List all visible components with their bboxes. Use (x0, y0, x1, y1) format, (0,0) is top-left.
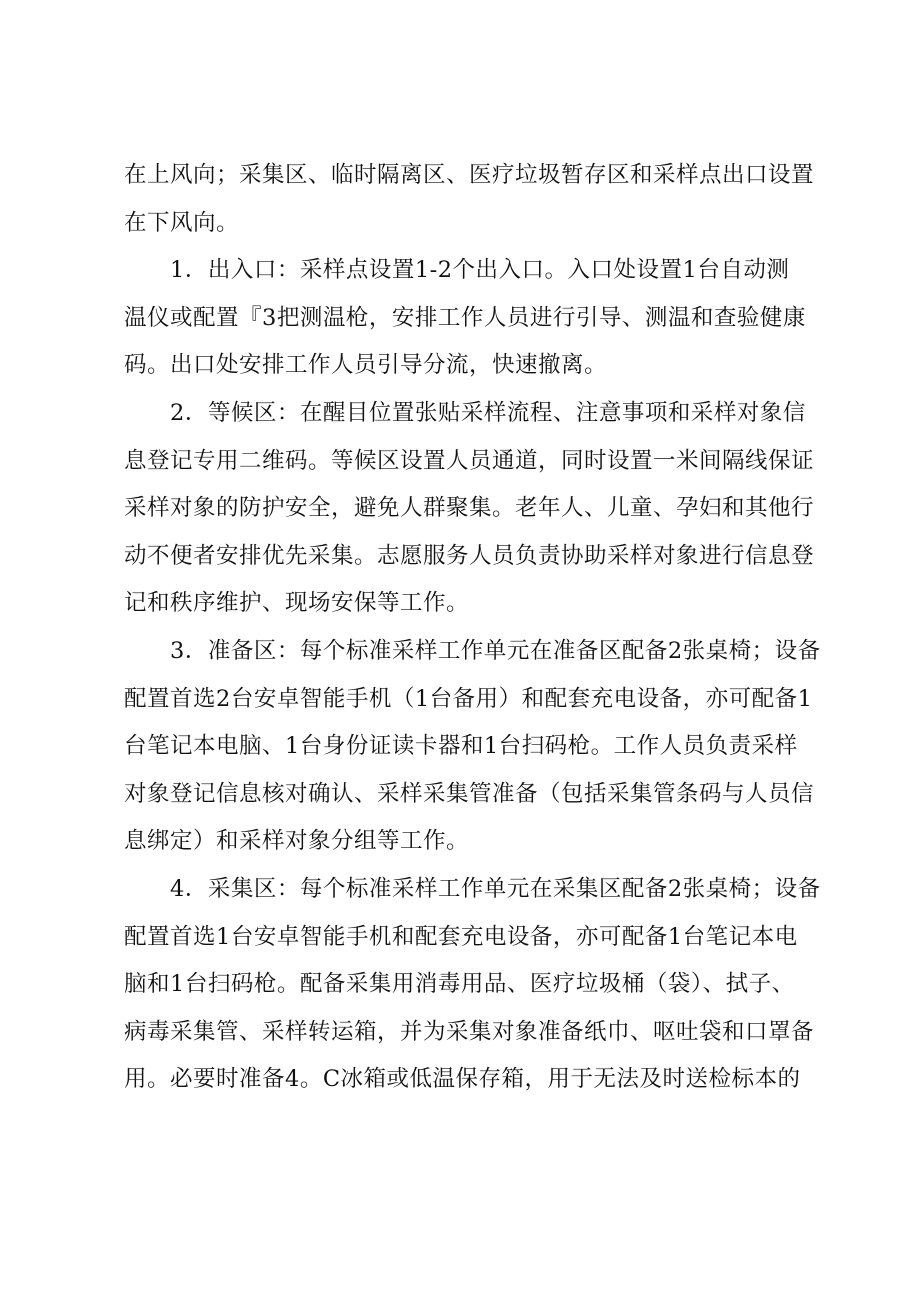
body-text (124, 152, 821, 1104)
text-line: 码。出口处安排工作人员引导分流，快速撤离。 (124, 352, 608, 379)
text-line: 脑和1台扫码枪。配备采集用消毒用品、医疗垃圾桶（袋）、拭子、 (124, 971, 795, 998)
text-line: 温仪或配置『3把测温枪，安排工作人员进行引导、测温和查验健康 (124, 304, 806, 331)
paragraph-start-line: 1．出入口：采样点设置1-2个出入口。入口处设置1台自动测 (170, 257, 790, 284)
text-line: 记和秩序维护、现场安保等工作。 (124, 590, 470, 617)
text-line: 配置首选1台安卓智能手机和配套充电设备，亦可配备1台笔记本电 (124, 923, 798, 950)
text-line: 在上风向；采集区、临时隔离区、医疗垃圾暂存区和采样点出口设置 (124, 162, 815, 188)
text-line: 用。必要时准备4。C冰箱或低温保存箱，用于无法及时送检标本的 (124, 1066, 801, 1093)
text-line: 动不便者安排优先采集。志愿服务人员负责协助采样对象进行信息登 (124, 542, 815, 569)
text-line: 对象登记信息核对确认、采样采集管准备（包括采集管条码与人员信 (124, 780, 815, 807)
text-line: 台笔记本电脑、1台身份证读卡器和1台扫码枪。工作人员负责采样 (124, 733, 798, 760)
paragraph-start-line: 2．等候区：在醒目位置张贴采样流程、注意事项和采样对象信 (170, 399, 806, 426)
text-line: 病毒采集管、采样转运箱，并为采集对象准备纸巾、呕吐袋和口罩备 (124, 1018, 815, 1045)
text-line: 息绑定）和采样对象分组等工作。 (124, 828, 470, 855)
text-line: 在下风向。 (124, 209, 240, 236)
text-line: 采样对象的防护安全，避免人群聚集。老年人、儿童、孕妇和其他行 (124, 495, 815, 522)
paragraph-start-line: 3．准备区：每个标准采样工作单元在准备区配备2张桌椅；设备 (170, 637, 821, 664)
text-line: 息登记专用二维码。等候区设置人员通道，同时设置一米间隔线保证 (124, 447, 815, 474)
text-line: 配置首选2台安卓智能手机（1台备用）和配套充电设备，亦可配备1 (124, 685, 813, 712)
paragraph-start-line: 4．采集区：每个标准采样工作单元在采集区配备2张桌椅；设备 (170, 875, 821, 902)
